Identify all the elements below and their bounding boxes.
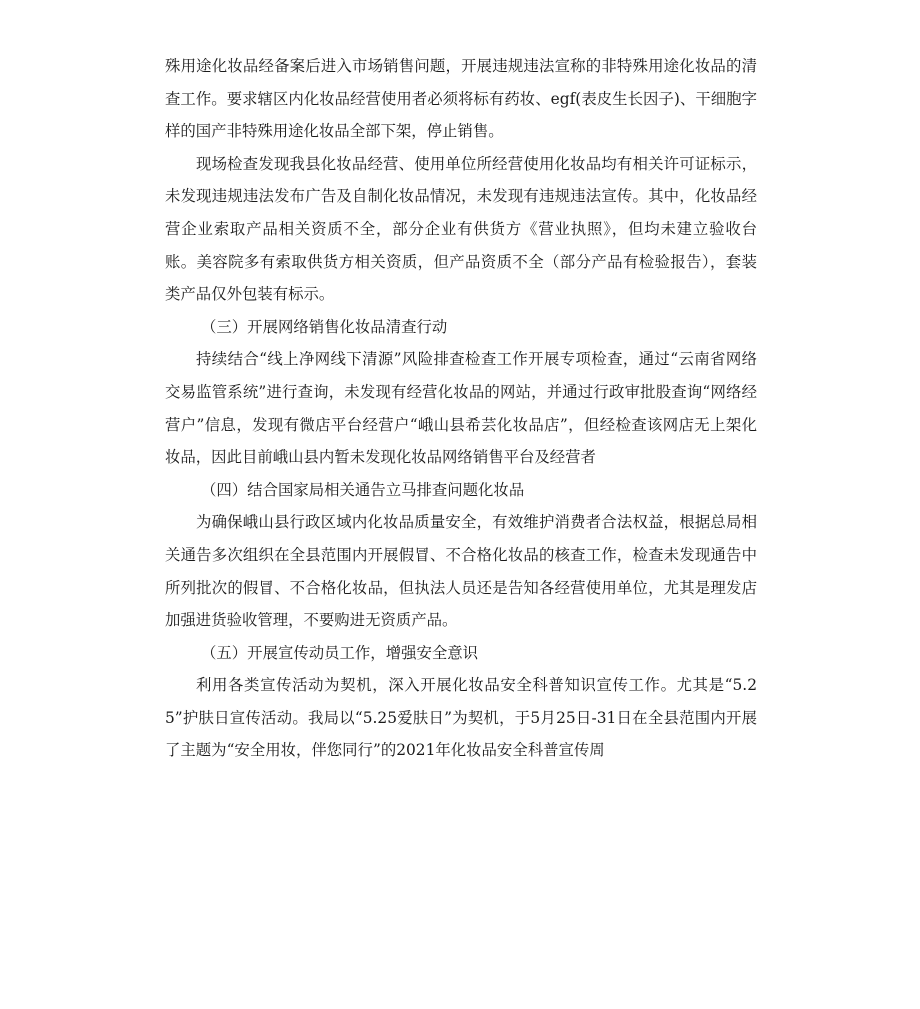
paragraph-inspection-findings: 现场检查发现我县化妆品经营、使用单位所经营使用化妆品均有相关许可证标示，未发现违规违法发布广告及自制化妆品情况，未发现有违规违法宣传。其中，化妆品经营企业索取产品相关资质不全，部分企业有供货方《营业执照》，但均未建立验收台账。美容院多有索取供货方相关资质，但产品资质不全（部分产品有检验报告），套装类产品仅外包装有标示。 <box>165 154 757 304</box>
section-heading-5: （五）开展宣传动员工作，增强安全意识 <box>201 643 479 662</box>
paragraph-problem-cosmetics: 为确保峨山县行政区域内化妆品质量安全，有效维护消费者合法权益，根据总局相关通告多次组织在全县范围内开展假冒、不合格化妆品的核查工作，检查未发现通告中所列批次的假冒、不合格化妆品，但执法人员还是告知各经营使用单位，尤其是理发店加强进货验收管理，不要购进无资质产品。 <box>165 513 757 630</box>
paragraph-online-sales: 持续结合“线上净网线下清源”风险排查检查工作开展专项检查，通过“云南省网络交易监管系统”进行查询，未发现有经营化妆品的网站，并通过行政审批股查询“网络经营户”信息，发现有微店平台经营户“峨山县希芸化妆品店”，但经检查该网店无上架化妆品，因此目前峨山县内暂未发现化妆品网络销售平台及经营者 <box>165 350 757 467</box>
section-heading-4: （四）结合国家局相关通告立马排查问题化妆品 <box>201 480 525 499</box>
section-heading-3: （三）开展网络销售化妆品清查行动 <box>201 317 448 336</box>
document-page <box>165 50 757 767</box>
paragraph-publicity: 利用各类宣传活动为契机，深入开展化妆品安全科普知识宣传工作。尤其是“5.25”护肤日宣传活动。我局以“5.25爱肤日”为契机，于5月25日-31日在全县范围内开展了主题为“安全用妆，伴您同行”的2021年化妆品安全科普宣传周 <box>165 676 757 760</box>
paragraph-continuation: 殊用途化妆品经备案后进入市场销售问题，开展违规违法宣称的非特殊用途化妆品的清查工作。要求辖区内化妆品经营使用者必须将标有药妆、egf(表皮生长因子)、干细胞字样的国产非特殊用途化妆品全部下架，停止销售。 <box>165 57 757 141</box>
